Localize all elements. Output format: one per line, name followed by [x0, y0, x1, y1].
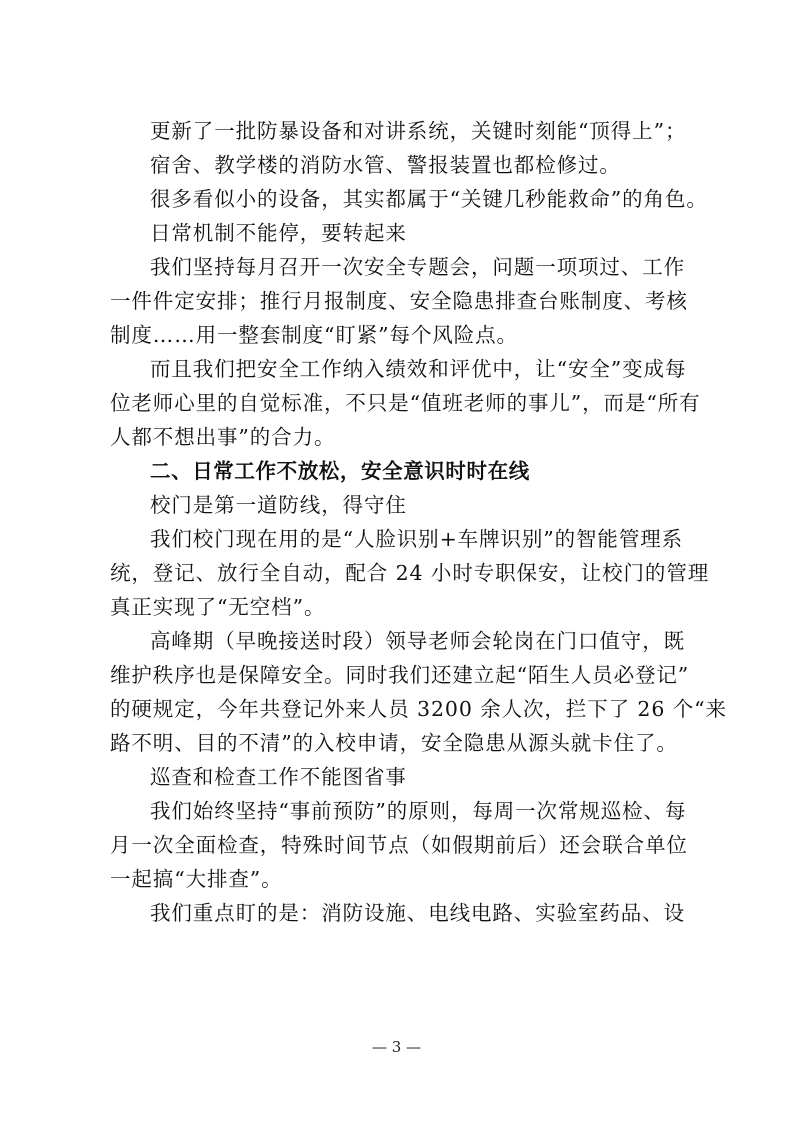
text-line: 统，登记、放行全自动，配合 24 小时专职保安，让校门的管理 [110, 561, 710, 585]
text-line: 校门是第一道防线，得守住 [150, 493, 407, 517]
text-line: 我们坚持每月召开一次安全专题会，问题一项项过、工作 [150, 255, 685, 279]
text-line: 宿舍、教学楼的消防水管、警报装置也都检修过。 [150, 153, 621, 177]
text-line: 而且我们把安全工作纳入绩效和评优中，让“安全”变成每 [150, 357, 687, 381]
text-line: 真正实现了“无空档”。 [110, 595, 326, 619]
text-line: 很多看似小的设备，其实都属于“关键几秒能救命”的角色。 [150, 187, 708, 211]
text-line: 巡查和检查工作不能图省事 [150, 765, 407, 789]
text-line: 月一次全面检查，特殊时间节点（如假期前后）还会联合单位 [110, 833, 688, 857]
text-line: 一起搞“大排查”。 [110, 867, 283, 891]
text-line: 的硬规定，今年共登记外来人员 3200 余人次，拦下了 26 个“来 [110, 697, 727, 721]
text-line: 更新了一批防暴设备和对讲系统，关键时刻能“顶得上”； [150, 119, 687, 143]
text-line: 位老师心里的自觉标准，不只是“值班老师的事儿”，而是“所有 [110, 391, 701, 415]
text-line: 人都不想出事”的合力。 [110, 425, 336, 449]
text-line: 制度……用一整套制度“盯紧”每个风险点。 [110, 323, 518, 347]
text-line: 一件件定安排；推行月报制度、安全隐患排查台账制度、考核 [110, 289, 688, 313]
page-number: — 3 — [371, 1038, 422, 1056]
text-line: 维护秩序也是保障安全。同时我们还建立起“陌生人员必登记” [110, 663, 690, 687]
text-line: 我们始终坚持“事前预防”的原则，每周一次常规巡检、每 [150, 799, 687, 823]
text-line: 我们校门现在用的是“人脸识别+车牌识别”的智能管理系 [150, 527, 684, 551]
section-heading: 二、日常工作不放松，安全意识时时在线 [150, 459, 530, 483]
text-line: 路不明、目的不清”的入校申请，安全隐患从源头就卡住了。 [110, 731, 678, 755]
body-text [110, 114, 727, 930]
text-line: 我们重点盯的是：消防设施、电线电路、实验室药品、设 [150, 901, 685, 925]
text-line: 高峰期（早晚接送时段）领导老师会轮岗在门口值守，既 [150, 629, 685, 653]
text-line: 日常机制不能停，要转起来 [150, 221, 407, 245]
